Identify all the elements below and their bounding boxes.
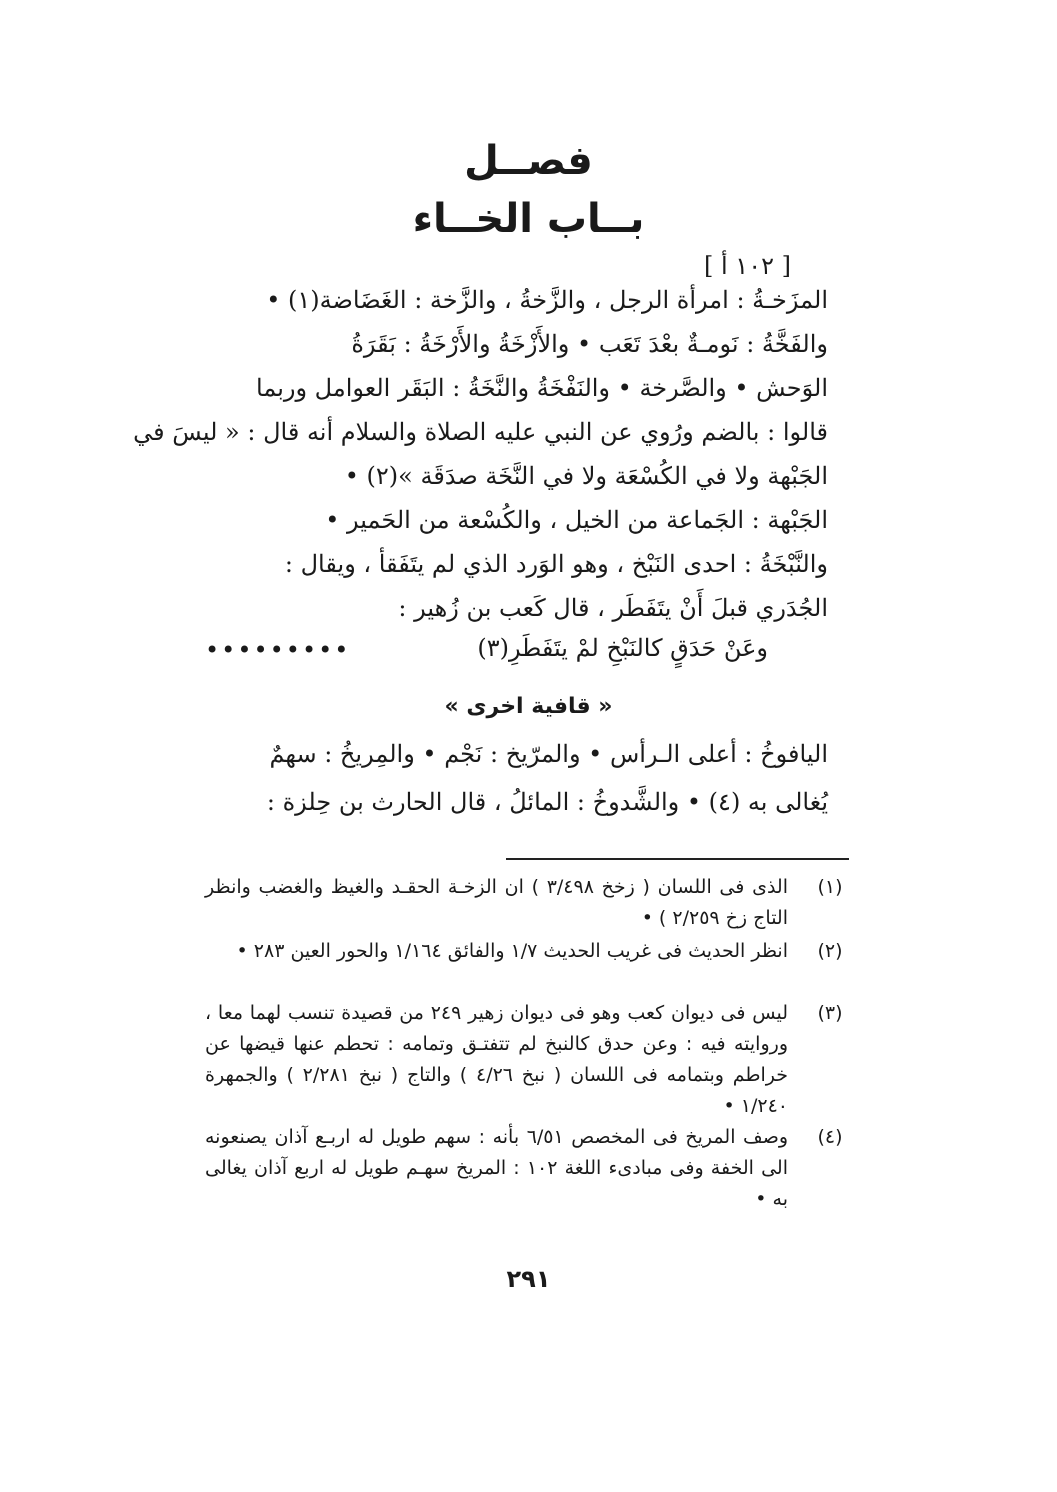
verse-ellipsis: ••••••••• (205, 636, 351, 664)
paragraph-4 (205, 740, 828, 830)
subheading: « قافية اخرى » (444, 694, 613, 719)
verse-text: وعَنْ حَدَقٍ كالنَبْخِ لمْ يتَفَطَرِ(٣) (477, 634, 768, 662)
footnote-number: (٢) (817, 940, 843, 962)
footnote-divider (506, 858, 849, 860)
text-line: الوَحش • والصَّرخة • والنَفْخَةُ والنَّخَةُ : البَقَر العوامل وربما (256, 374, 828, 402)
section-heading: فصــل (464, 138, 593, 184)
footnote-2 (205, 936, 850, 967)
footnote-number: (١) (817, 876, 843, 898)
text-line: والفَخَّةُ : نَومـةٌ بعْدَ تَعَب • والأَزْخَةُ والأَرْخَةُ : بَقَرَةُ (351, 330, 828, 358)
footnote-3 (205, 998, 850, 1122)
footnote-text: انظر الحديث فى غريب الحديث ١/٧ والفائق ١/١٦٤ والحور العين ٢٨٣ • (236, 940, 788, 962)
paragraph-2 (205, 506, 828, 546)
text-line: اليافوخُ : أعلى الـرأس • والمرّيخ : نَجْم • والمِريخُ : سهمٌ (269, 740, 828, 768)
verse-line (205, 634, 828, 674)
text-line: الجُدَري قبلَ أَنْ يتَفَطَر ، قال كَعب بن زُهير : (398, 594, 828, 622)
text-line: المزَخـةُ : امرأة الرجل ، والزَّخةُ ، والزَّخة : الغَضَاضة(١) • (266, 286, 828, 314)
text-line: والنَّبْخَةُ : احدى النَبْخ ، وهو الوَرد الذي لم يتَفَقأ ، ويقال : (284, 550, 828, 578)
text-line: قالوا : بالضم ورُوي عن النبي عليه الصلاة والسلام أنه قال : « ليسَ في (133, 418, 828, 446)
text-line: الجَبْهة ولا في الكُسْعَة ولا في النَّخَة صدَقَة »(٢) • (344, 462, 828, 490)
footnote-text: الذى فى اللسان ( زخخ ٣/٤٩٨ ) ان الزخـة الحقـد والغيظ والغضب وانظر التاج زخ ٢/٢٥٩ ) • (205, 876, 788, 929)
folio-marker: [ ١٠٢ أ ] (704, 252, 791, 280)
footnote-text: وصف المريخ فى المخصص ٦/٥١ بأنه : سهم طويل له اربـع آذان يصنعونه الى الخفة وفى مبادىء اللغة ١٠٢ : المريخ سهـم طويل له اربع آذان يغالى به • (205, 1126, 789, 1210)
paragraph-3 (205, 550, 828, 640)
paragraph-1 (133, 286, 828, 506)
footnote-text: ليس فى ديوان كعب وهو فى ديوان زهير ٢٤٩ من قصيدة تنسب لهما معا ، وروايته فيه : وعن حدق كالنبخ لم تتفتـق وتمامه : تحطم عنها قيضها عن خراطم وبتمامه فى اللسان ( نبخ ٤/٢٦ ) والتاج ( نبخ ٢/٢٨١ ) والجمهرة ١/٢٤٠ • (205, 1002, 788, 1117)
footnote-number: (٤) (817, 1126, 843, 1148)
footnote-number: (٣) (817, 1002, 843, 1024)
text-line: الجَبْهة : الجَماعة من الخيل ، والكُسْعة من الحَمير • (325, 506, 828, 534)
page-number: ٢٩١ (506, 1265, 551, 1293)
footnote-1 (205, 872, 850, 934)
chapter-heading: بــاب الخــاء (412, 196, 645, 242)
footnote-4 (205, 1122, 850, 1215)
text-line: يُغالى به (٤) • والشَّدوخُ : المائلُ ، قال الحارث بن حِلزة : (266, 788, 828, 816)
